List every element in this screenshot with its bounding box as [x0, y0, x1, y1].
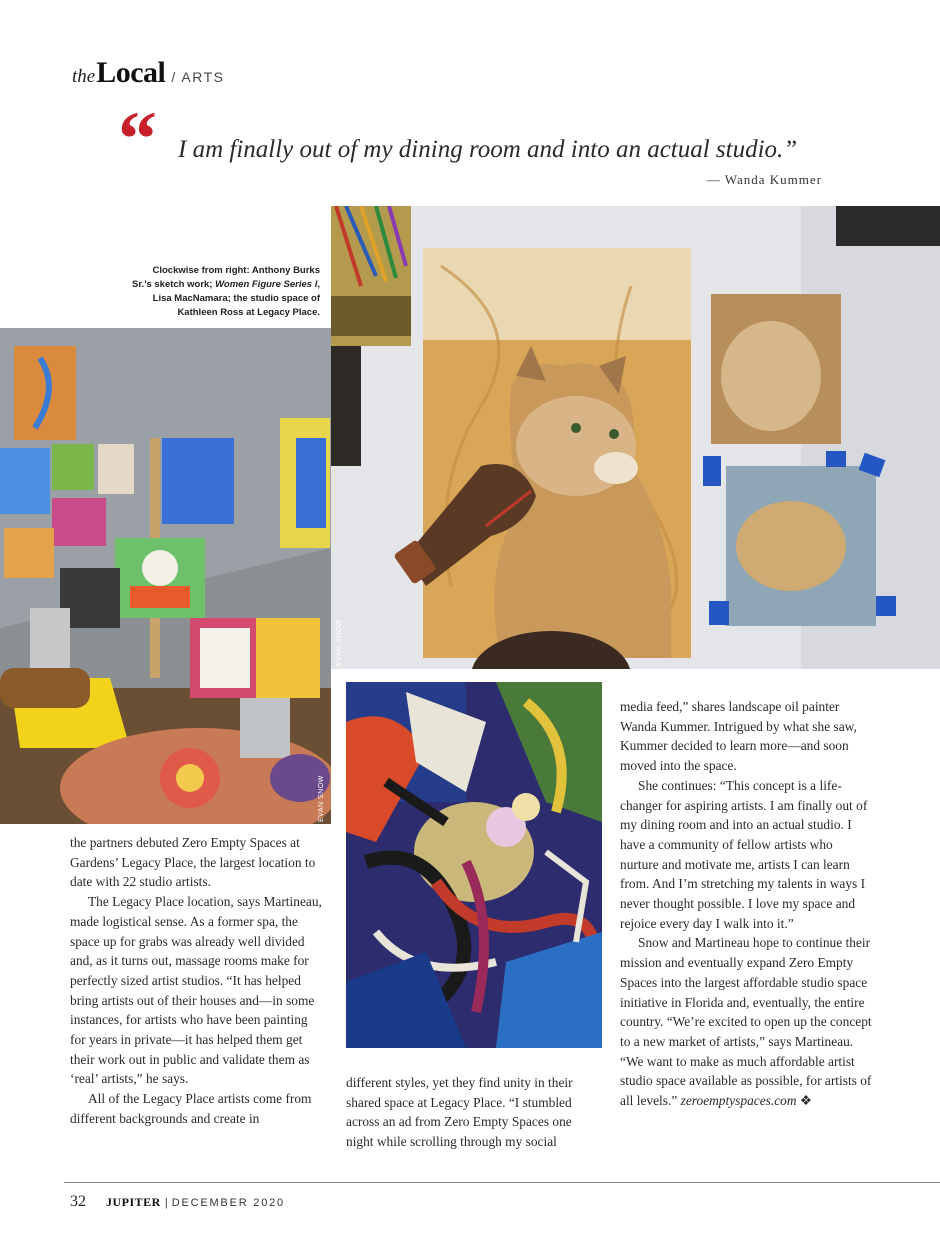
header-slash: / ARTS: [171, 69, 225, 85]
photo-credit: EVAN SNOW: [336, 619, 343, 666]
studio-space-photo: [0, 328, 331, 824]
body-paragraph: different styles, yet they find unity in their shared space at Legacy Place. “I stumbled across an ad from Zero Empty Spaces one night while scrolling through my social: [346, 1075, 573, 1150]
body-paragraph: the partners debuted Zero Empty Spaces at Gardens’ Legacy Place, the largest location to date with 22 studio artists.: [70, 835, 316, 890]
quote-mark-icon: “: [118, 95, 153, 182]
body-paragraph: All of the Legacy Place artists come from different backgrounds and create in: [70, 1091, 312, 1126]
header-section: Local: [96, 56, 166, 89]
header-the: the: [72, 66, 96, 87]
body-paragraph: Snow and Martineau hope to continue their mission and eventually expand Zero Empty Spaces into the largest affordable studio space initiative in Florida and, eventually, the entire country. “We’re excited to open up the concept to a new market of artists,” says Martineau. “We want to make as much affordable artist studio space available as possible, for artists of all levels.” zeroemptyspaces.com ❖: [620, 935, 872, 1109]
body-paragraph: The Legacy Place location, says Martineau, made logistical sense. As a former spa, the space up for grabs was already well divided and, as it turns out, massage rooms make for perfectly sized artist studios. “It has helped bring artists out of their houses and—in some instances, for artists who have been painting for years in private—it has helped them get their work out in public and validate them as ‘real’ artists,” he says.: [70, 894, 322, 1087]
caption-line: Kathleen Ross at Legacy Place.: [177, 307, 320, 318]
footer-divider: [64, 1182, 940, 1183]
page-footer: [70, 1193, 285, 1211]
women-figure-series-painting: [346, 682, 602, 1048]
pull-quote-text: I am finally out of my dining room and into an actual studio.”: [178, 136, 798, 163]
body-column-2: [346, 1073, 602, 1152]
body-column-3: [620, 697, 874, 1111]
cougar-painting-photo: [331, 206, 940, 669]
page-number: 32: [70, 1193, 86, 1210]
caption-line: Lisa MacNamara; the studio space of: [152, 293, 320, 304]
body-column-1: [70, 833, 322, 1129]
footer-separator: |: [164, 1197, 168, 1209]
header-subsection: ARTS: [181, 69, 225, 85]
issue-date: DECEMBER 2020: [171, 1197, 285, 1209]
caption-line: Sr.’s sketch work; Women Figure Series I,: [132, 279, 320, 290]
photo-caption: [120, 264, 320, 320]
body-paragraph: media feed,” shares landscape oil painter Wanda Kummer. Intrigued by what she saw, Kummer decided to learn more—and soon moved into the space.: [620, 699, 857, 774]
photo-credit: EVAN SNOW: [318, 775, 325, 822]
website-link[interactable]: zeroemptyspaces.com: [680, 1093, 797, 1109]
body-paragraph: She continues: “This concept is a life-changer for aspiring artists. I am finally out of my dining room and into an actual studio. I have a community of fellow artists who nurture and motivate me, artists I can learn from. And I’m stretching my talents in ways I never thought possible. I love my space and rejoice every day I walk into it.”: [620, 777, 868, 931]
caption-line: Clockwise from right: Anthony Burks: [152, 265, 320, 276]
magazine-name: JUPITER: [106, 1195, 161, 1209]
end-mark-icon: ❖: [799, 1093, 812, 1109]
section-header: [72, 56, 225, 89]
pull-quote-attribution: — Wanda Kummer: [706, 172, 822, 187]
